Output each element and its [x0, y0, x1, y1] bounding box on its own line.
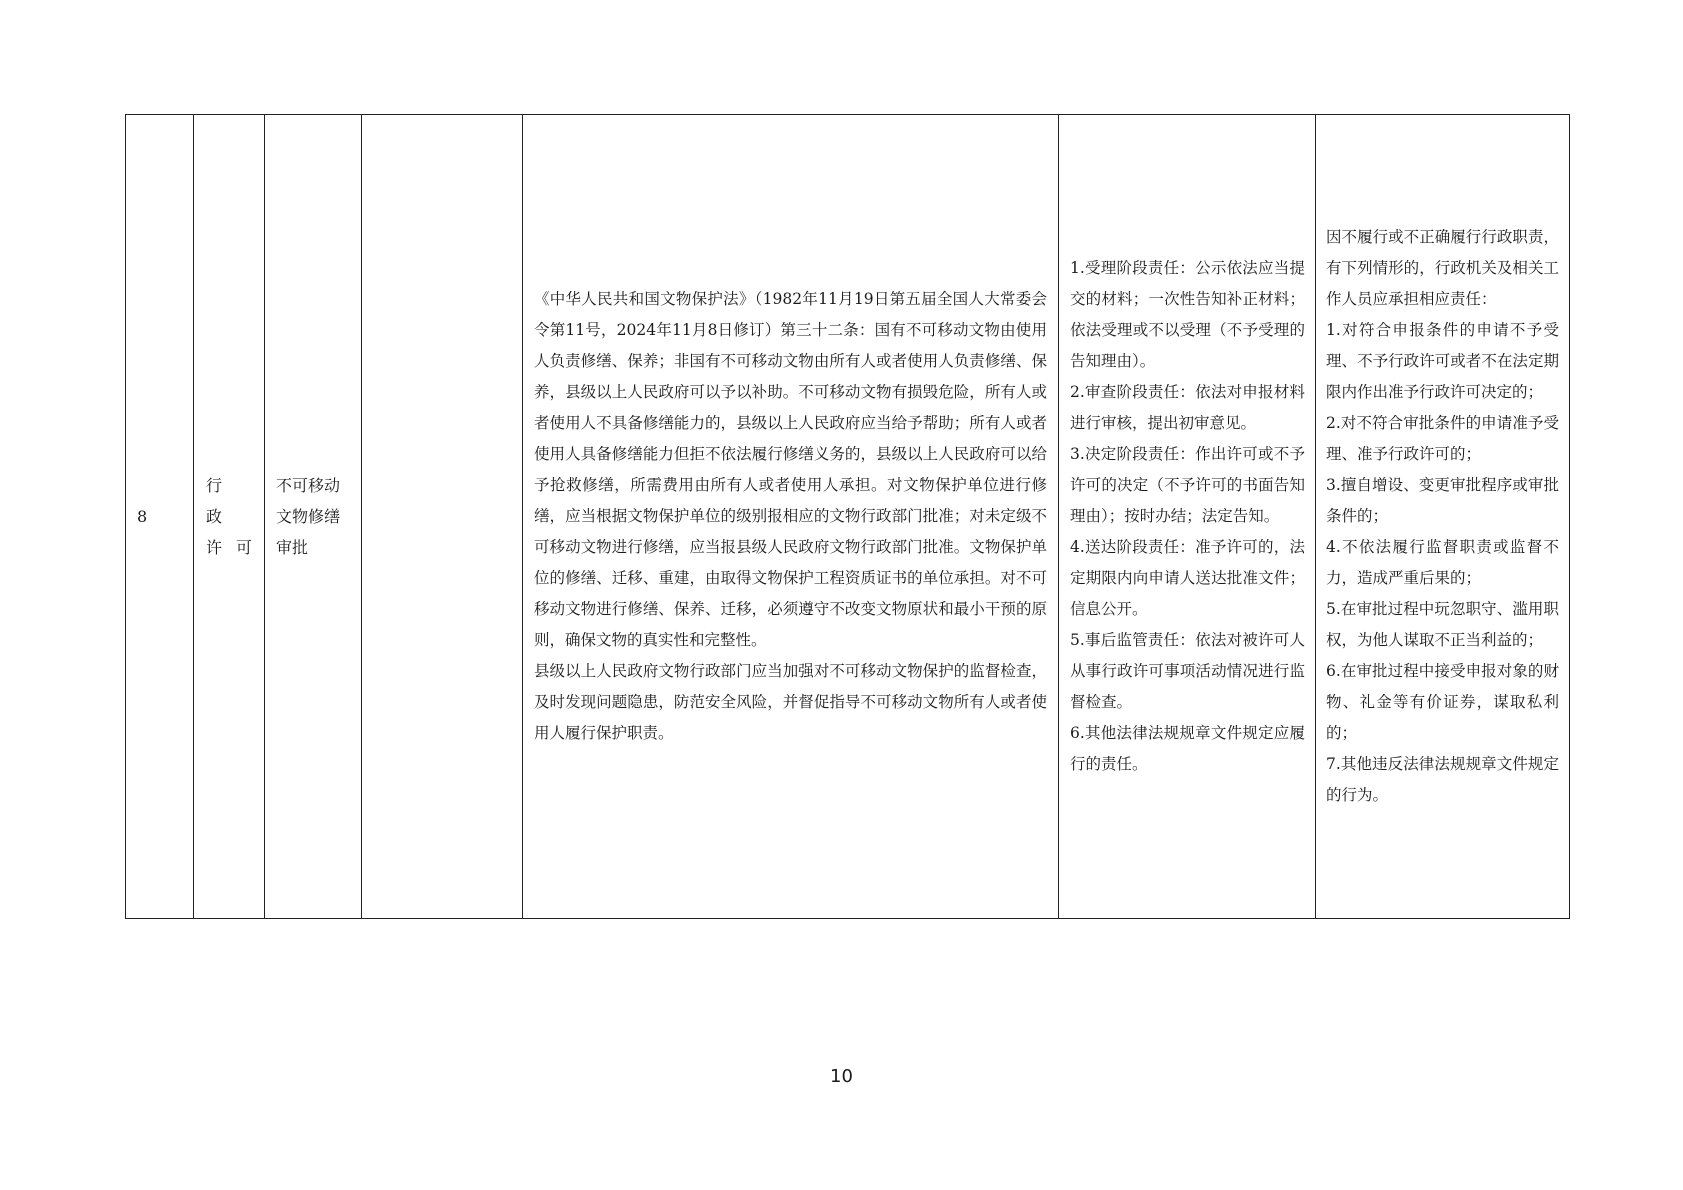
accountability-item: 2.对不符合审批条件的申请准予受理、准予行政许可的；: [1326, 414, 1559, 463]
responsibility-item: 1.受理阶段责任：公示依法应当提交的材料；一次性告知补正材料；依法受理或不以受理（不予受理的告知理由）。: [1070, 259, 1305, 370]
accountability-item: 1.对符合申报条件的申请不予受理、不予行政许可或者不在法定期限内作出准予行政许可决定的；: [1326, 321, 1559, 401]
power-type-line-1: 行 政: [206, 476, 239, 526]
table-row: [126, 115, 1570, 919]
accountability-item: 4.不依法履行监督职责或监督不力，造成严重后果的；: [1326, 538, 1559, 587]
item-name: 不可移动文物修缮审批: [276, 476, 341, 557]
power-type: [206, 470, 252, 563]
accountability-item: 5.在审批过程中玩忽职守、滥用职权，为他人谋取不正当利益的；: [1326, 600, 1559, 649]
legal-basis-cell: [523, 115, 1059, 919]
accountability-cell: [1316, 115, 1570, 919]
responsibility-item: 3.决定阶段责任：作出许可或不予许可的决定（不予许可的书面告知理由）；按时办结；法定告知。: [1070, 445, 1305, 525]
power-type-cell: [194, 115, 265, 919]
row-number-cell: [126, 115, 194, 919]
power-type-line-2: 许可: [206, 538, 252, 557]
responsibility-item: 6.其他法律法规规章文件规定应履行的责任。: [1070, 724, 1305, 773]
responsibility-item: 2.审查阶段责任：依法对申报材料进行审核，提出初审意见。: [1070, 383, 1305, 432]
responsibility-table: [125, 114, 1570, 919]
legal-basis-paragraph: 县级以上人民政府文物行政部门应当加强对不可移动文物保护的监督检查，及时发现问题隐患，防范安全风险，并督促指导不可移动文物所有人或者使用人履行保护职责。: [534, 662, 1047, 742]
item-name-cell: [265, 115, 362, 919]
accountability-item: 3.擅自增设、变更审批程序或审批条件的；: [1326, 476, 1559, 525]
legal-basis-paragraph: 《中华人民共和国文物保护法》（1982年11月19日第五届全国人大常委会令第11号，2024年11月8日修订）第三十二条：国有不可移动文物由使用人负责修缮、保养；非国有不可移动文物由所有人或者使用人负责修缮、保养，县级以上人民政府可以予以补助。不可移动文物有损毁危险，所有人或者使用人不具备修缮能力的，县级以上人民政府应当给予帮助；所有人或者使用人具备修缮能力但拒不依法履行修缮义务的，县级以上人民政府可以给予抢救修缮，所需费用由所有人或者使用人承担。对文物保护单位进行修缮，应当根据文物保护单位的级别报相应的文物行政部门批准；对未定级不可移动文物进行修缮，应当报县级人民政府文物行政部门批准。文物保护单位的修缮、迁移、重建，由取得文物保护工程资质证书的单位承担。对不可移动文物进行修缮、保养、迁移，必须遵守不改变文物原状和最小干预的原则，确保文物的真实性和完整性。: [534, 290, 1047, 649]
responsibility-item: 4.送达阶段责任：准予许可的，法定期限内向申请人送达批准文件；信息公开。: [1070, 538, 1305, 618]
sub-item-cell: [362, 115, 523, 919]
accountability-item: 6.在审批过程中接受申报对象的财物、礼金等有价证券，谋取私利的；: [1326, 662, 1559, 742]
accountability-item: 7.其他违反法律法规规章文件规定的行为。: [1326, 755, 1559, 804]
responsibility-item: 5.事后监管责任：依法对被许可人从事行政许可事项活动情况进行监督检查。: [1070, 631, 1305, 711]
page-number: 10: [830, 1066, 853, 1087]
accountability-intro: 因不履行或不正确履行行政职责，有下列情形的，行政机关及相关工作人员应承担相应责任：: [1326, 228, 1559, 308]
row-number: 8: [137, 507, 148, 526]
responsibility-cell: [1059, 115, 1316, 919]
